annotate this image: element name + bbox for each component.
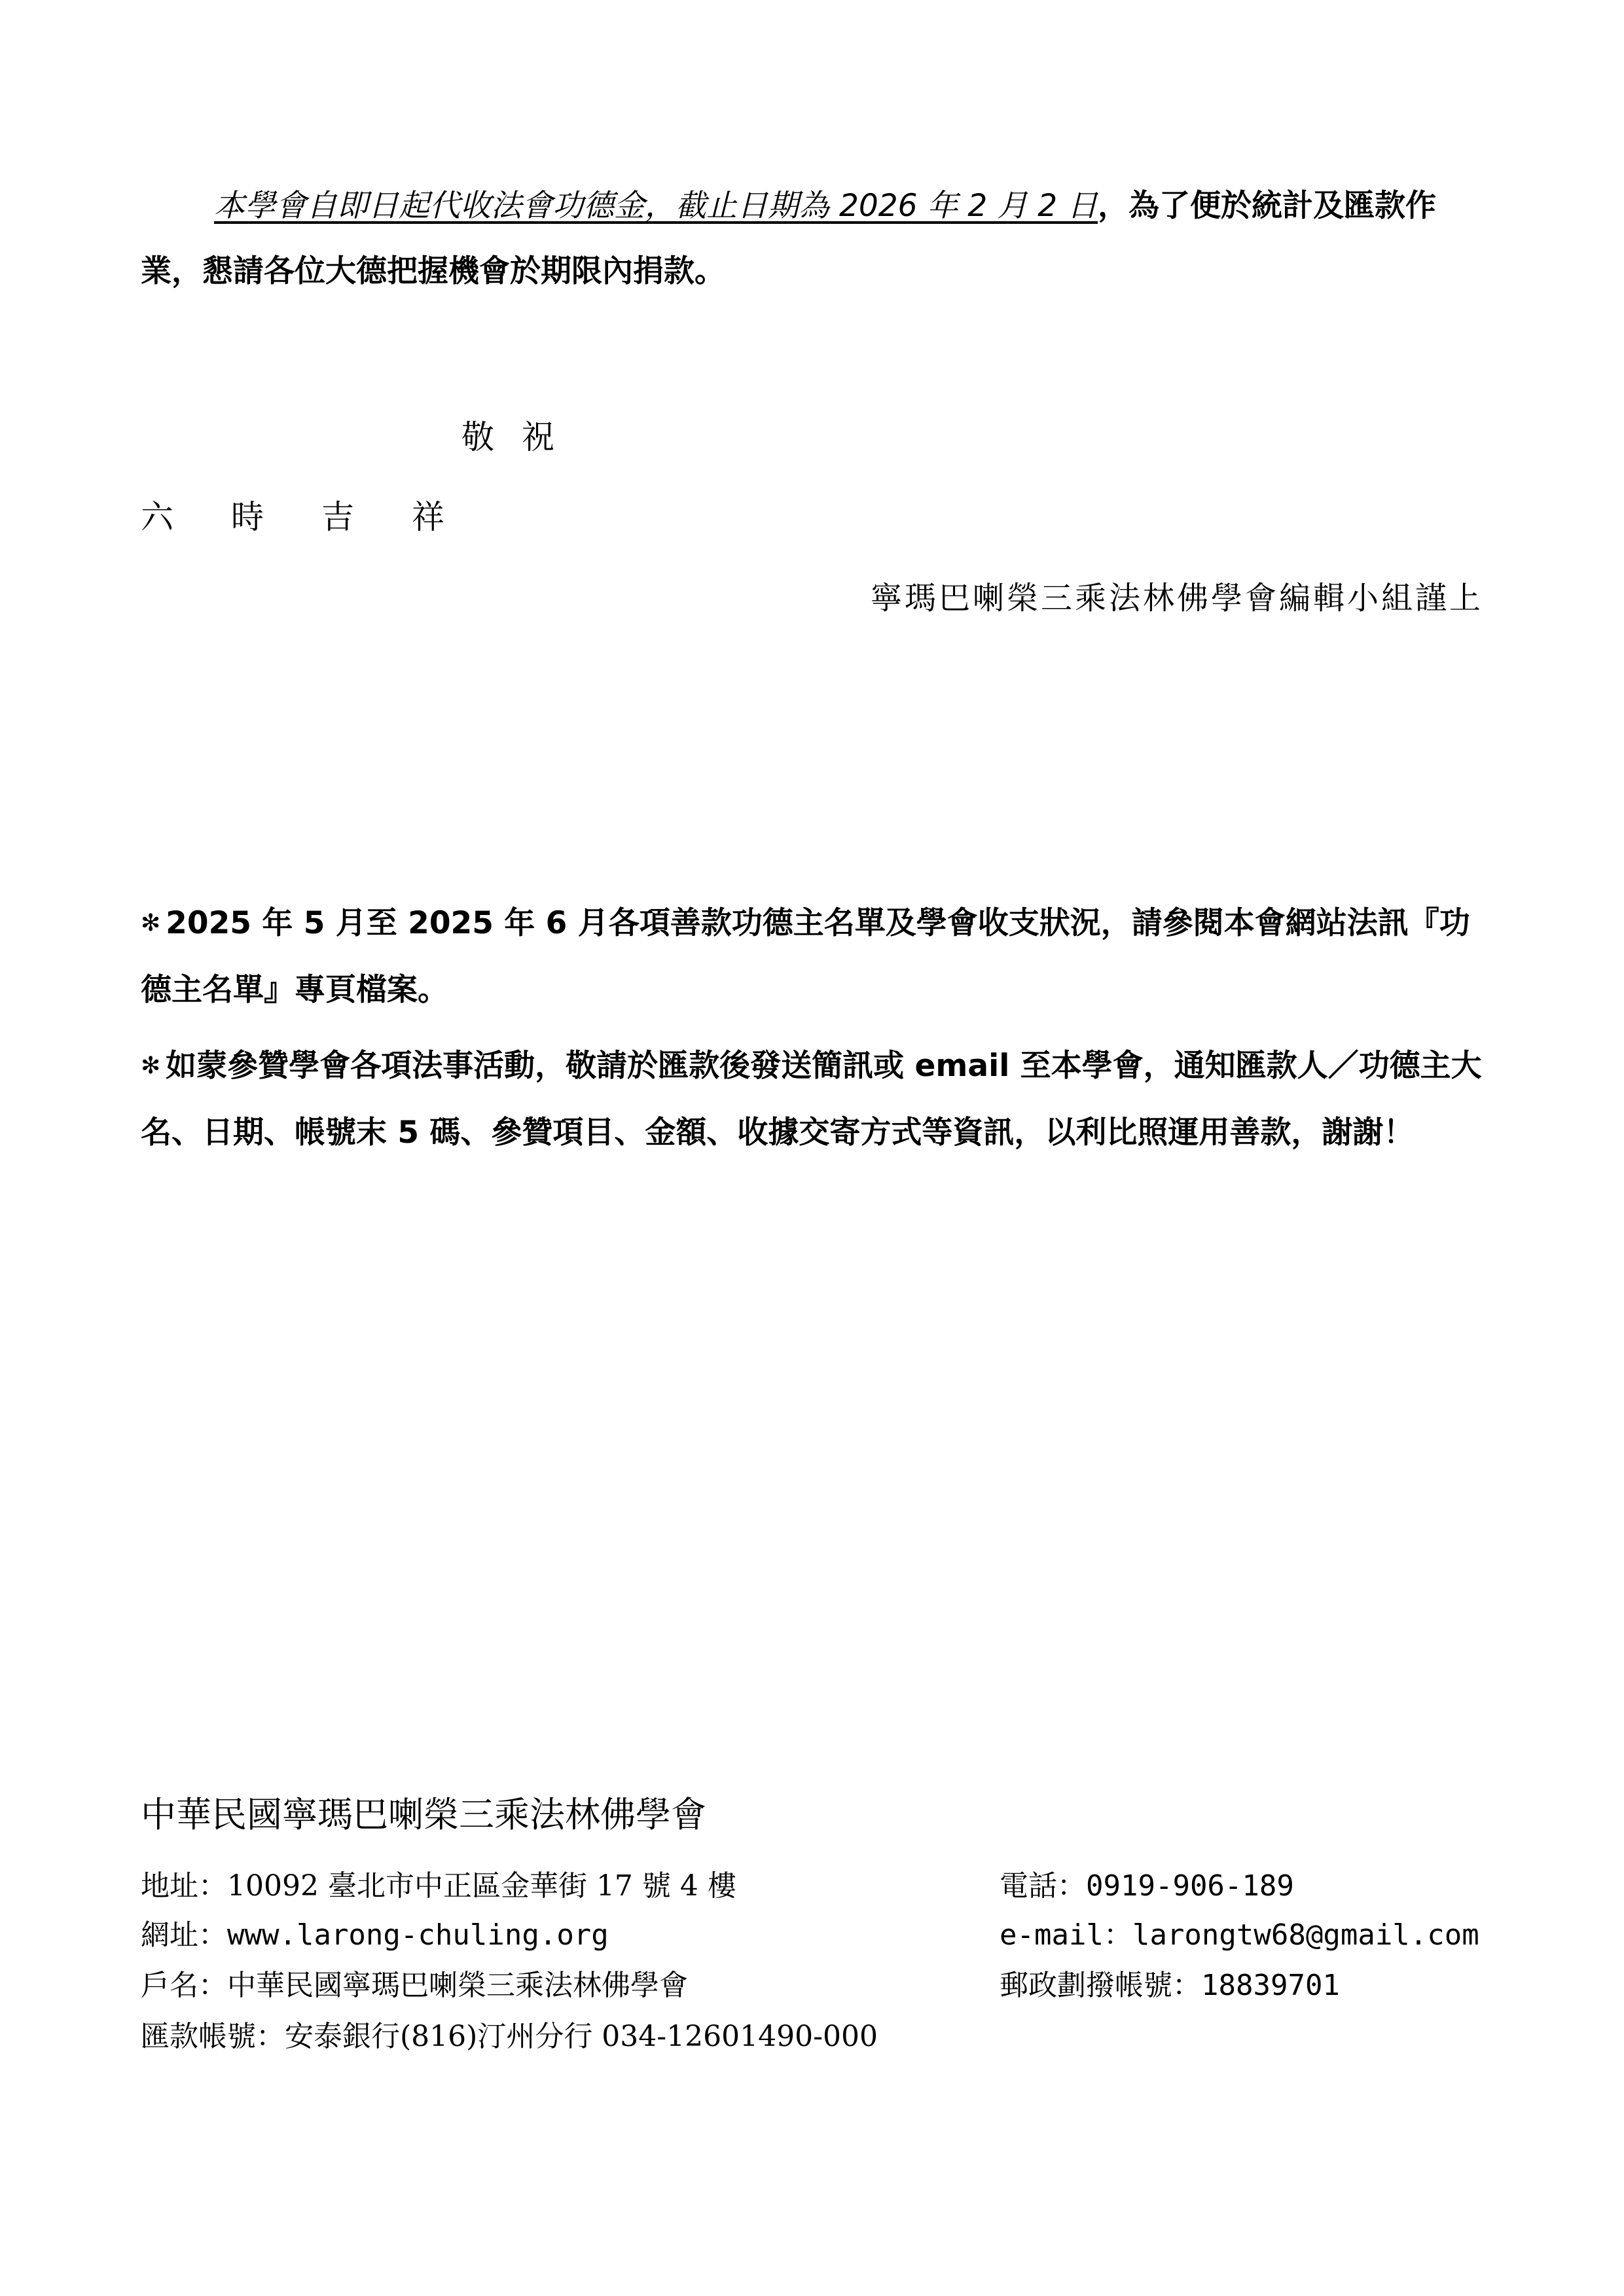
editorial-signoff: 寧瑪巴喇榮三乘法林佛學會編輯小組謹上 [870,580,1483,617]
address-line [141,1862,736,1904]
account-name-line [141,1962,688,2003]
website-line [141,1911,609,1953]
closing-greeting: 敬祝 [461,418,582,456]
bank-account-label: 匯款帳號： [141,2020,285,2053]
address-value: 10092 臺北市中正區金華街 17 號 4 樓 [227,1869,736,1903]
deadline-emphasis: 本學會自即日起代收法會功德金，截止日期為 2026 年 2 月 2 日 [214,188,1098,224]
bank-account-value: 安泰銀行(816)汀州分行 034-12601490-000 [285,2020,878,2053]
email-line [1000,1911,1479,1953]
asterisk-icon: ✻ [141,1052,161,1079]
phone-line [1000,1862,1294,1904]
bullet-text: 如蒙參贊學會各項法事活動，敬請於匯款後發送簡訊或 email 至本學會，通知匯款人／功德主大名、日期、帳號末 5 碼、參贊項目、金額、收據交寄方式等資訊，以利比照運用善款，謝謝！ [141,1048,1482,1151]
postal-account-label: 郵政劃撥帳號： [1000,1969,1201,2002]
donation-notice [141,173,1489,304]
website-link[interactable]: www.larong-chuling.org [227,1918,609,1952]
phone-label: 電話： [1000,1869,1086,1903]
postal-account-line [1000,1962,1340,2003]
email-label: e-mail： [1000,1918,1132,1952]
bullet-notify-remittance [141,1034,1489,1165]
bullet-donor-list [141,891,1489,1022]
address-label: 地址： [141,1869,227,1903]
asterisk-icon: ✻ [141,910,161,937]
notice-rest: ，為了便於統計及匯款作業，懇請各位大德把握機會於期限內捐款。 [141,188,1437,289]
email-link[interactable]: larongtw68@gmail.com [1132,1918,1479,1952]
phone-value: 0919-906-189 [1086,1869,1294,1903]
postal-account-value: 18839701 [1201,1969,1340,2002]
account-name-value: 中華民國寧瑪巴喇榮三乘法林佛學會 [227,1969,688,2002]
bank-account-line [141,2013,878,2054]
footer-org-name: 中華民國寧瑪巴喇榮三乘法林佛學會 [141,1794,706,1835]
account-name-label: 戶名： [141,1969,227,2002]
website-label: 網址： [141,1918,227,1952]
closing-blessing: 六時吉祥 [141,498,502,536]
bullet-text: 2025 年 5 月至 2025 年 6 月各項善款功德主名單及學會收支狀況，請參閱本會網站法訊『功德主名單』專頁檔案。 [141,905,1470,1008]
